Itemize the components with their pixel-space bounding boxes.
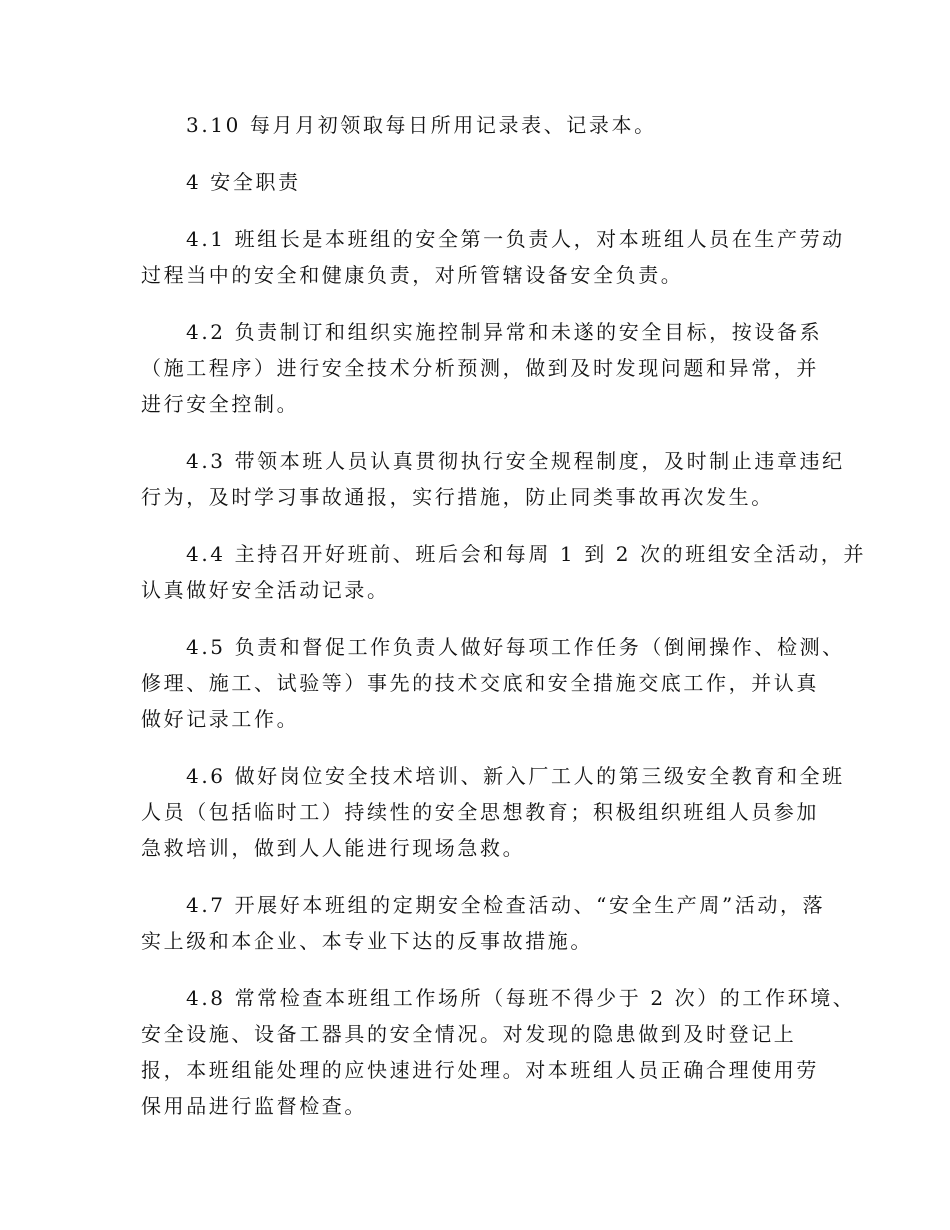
paragraph-line: 进行安全控制。	[141, 392, 300, 416]
paragraph-line: 报，本班组能处理的应快速进行处理。对本班组人员正确合理使用劳	[141, 1058, 819, 1082]
paragraph-4-8	[141, 980, 856, 1124]
section-heading-4	[141, 164, 811, 200]
paragraph-line: 修理、施工、试验等）事先的技术交底和安全措施交底工作，并认真	[141, 671, 819, 695]
paragraph-4-2	[141, 314, 823, 422]
paragraph-4-4	[141, 536, 867, 608]
paragraph-4-5	[141, 629, 845, 737]
paragraph-4-1	[141, 221, 845, 293]
paragraph-line: 行为，及时学习事故通报，实行措施，防止同类事故再次发生。	[141, 485, 774, 509]
paragraph-line: 4.5 负责和督促工作负责人做好每项工作任务（倒闸操作、检测、	[186, 635, 845, 659]
paragraph-line: 4.7 开展好本班组的定期安全检查活动、“安全生产周”活动，落	[186, 893, 826, 917]
paragraph-line: 4.8 常常检查本班组工作场所（每班不得少于 2 次）的工作环境、	[186, 986, 856, 1010]
section-heading-text: 4 安全职责	[186, 170, 301, 194]
paragraph-line: 实上级和本企业、本专业下达的反事故措施。	[141, 929, 593, 953]
paragraph-line: 4.6 做好岗位安全技术培训、新入厂工人的第三级安全教育和全班	[186, 764, 845, 788]
document-body	[141, 107, 867, 1145]
paragraph-line: （施工程序）进行安全技术分析预测，做到及时发现问题和异常，并	[141, 356, 819, 380]
paragraph-line: 安全设施、设备工器具的安全情况。对发现的隐患做到及时登记上	[141, 1022, 797, 1046]
paragraph-line: 3.10 每月月初领取每日所用记录表、记录本。	[186, 113, 657, 137]
paragraph-line: 认真做好安全活动记录。	[141, 578, 390, 602]
paragraph-4-6	[141, 758, 845, 866]
paragraph-line: 4.3 带领本班人员认真贯彻执行安全规程制度，及时制止违章违纪	[186, 449, 845, 473]
paragraph-line: 急救培训，做到人人能进行现场急救。	[141, 836, 526, 860]
paragraph-line: 人员（包括临时工）持续性的安全思想教育；积极组织班组人员参加	[141, 800, 819, 824]
paragraph-line: 保用品进行监督检查。	[141, 1094, 367, 1118]
paragraph-line: 过程当中的安全和健康负责，对所管辖设备安全负责。	[141, 263, 684, 287]
paragraph-4-7	[141, 887, 826, 959]
paragraph-line: 4.1 班组长是本班组的安全第一负责人，对本班组人员在生产劳动	[186, 227, 845, 251]
paragraph-line: 4.4 主持召开好班前、班后会和每周 1 到 2 次的班组安全活动，并	[186, 542, 867, 566]
paragraph-3-10	[141, 107, 811, 143]
paragraph-line: 4.2 负责制订和组织实施控制异常和未遂的安全目标，按设备系	[186, 320, 823, 344]
paragraph-line: 做好记录工作。	[141, 707, 300, 731]
paragraph-4-3	[141, 443, 845, 515]
